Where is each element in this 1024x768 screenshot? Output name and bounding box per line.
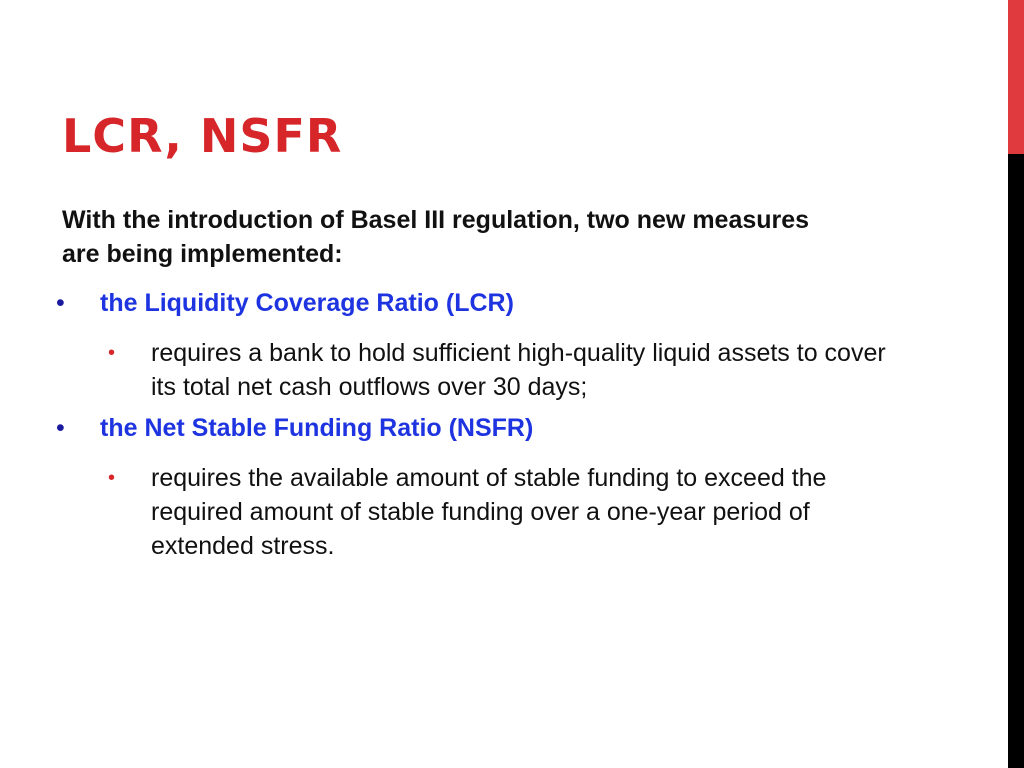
sub-bullet-icon: • (108, 342, 116, 364)
sub-bullet-icon: • (108, 467, 116, 489)
sub-bullet-text-lcr: requires a bank to hold sufficient high-quality liquid assets to cover its total net cash outflows over 30 days; (151, 339, 886, 401)
side-accent-bar-red (1008, 0, 1024, 154)
side-accent-bar-black (1008, 154, 1024, 768)
bullet-icon: • (56, 414, 65, 442)
slide-title: LCR, NSFR (62, 109, 343, 163)
bullet-icon: • (56, 289, 65, 317)
sub-bullet-text-nsfr: requires the available amount of stable funding to exceed the required amount of stable funding over a one-year period of extended stress. (151, 464, 827, 560)
bullet-label-nsfr: the Net Stable Funding Ratio (NSFR) (100, 414, 534, 442)
intro-paragraph: With the introduction of Basel III regulation, two new measures are being implemented: (62, 206, 810, 268)
bullet-label-lcr: the Liquidity Coverage Ratio (LCR) (100, 289, 514, 317)
